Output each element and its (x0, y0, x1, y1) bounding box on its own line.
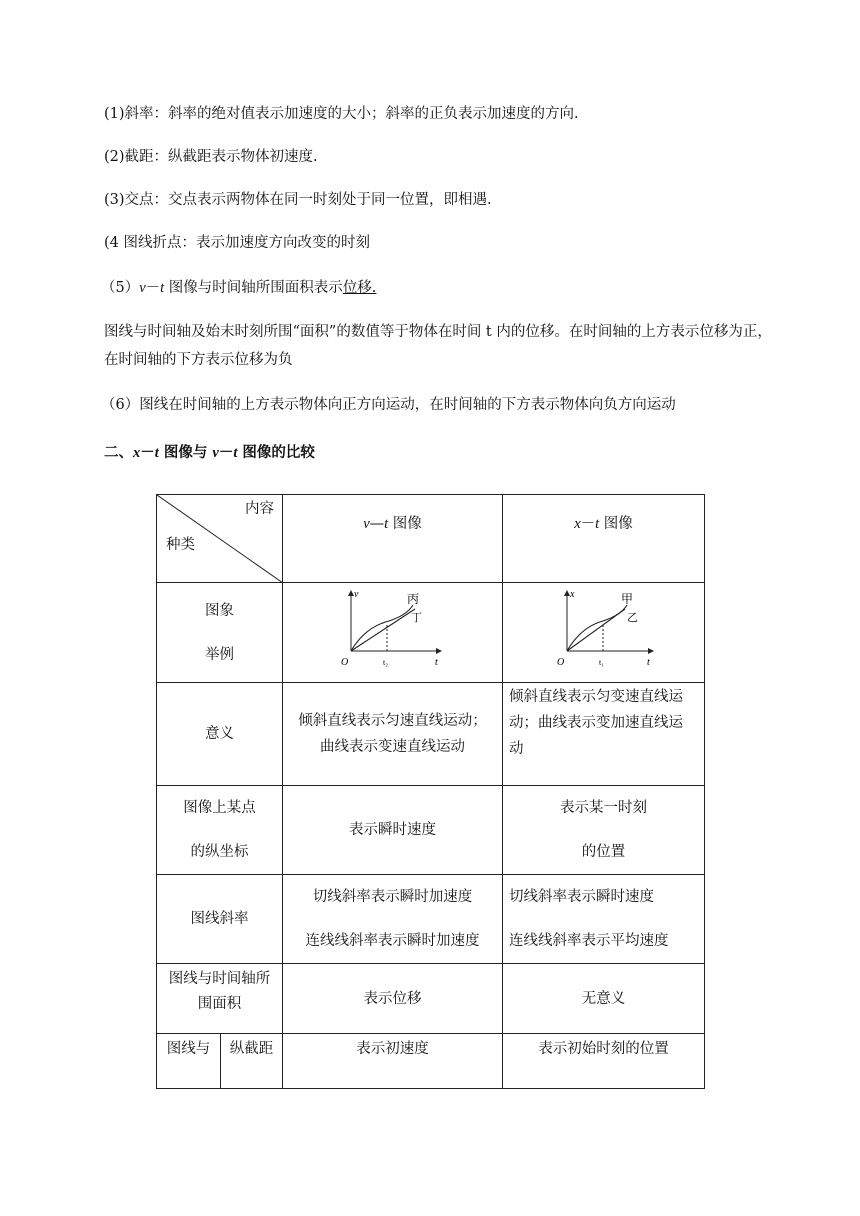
para-direction: （6）图线在时间轴的上方表示物体向正方向运动，在时间轴的下方表示物体向负方向运动 (101, 397, 676, 413)
table-row (157, 786, 705, 875)
para-intersection: (3)交点：交点表示两物体在同一时刻处于同一位置，即相遇. (104, 192, 492, 208)
para-slope: (1)斜率：斜率的绝对值表示加速度的大小；斜率的正负表示加速度的方向. (104, 106, 579, 122)
table-row (157, 964, 705, 1034)
header-diagonal-cell (157, 495, 283, 583)
slope-xt-2: 连线线斜率表示平均速度 (509, 933, 669, 949)
row-meaning-label: 意义 (157, 683, 283, 786)
xt-tick: t₁ (599, 658, 605, 667)
header-category-label: 种类 (166, 537, 195, 553)
row-ordinate-xt (503, 786, 705, 875)
col-xt-dash: － (580, 516, 596, 532)
area-l1: 图线与时间轴所 (168, 971, 271, 987)
vt-graph-cell (283, 583, 503, 683)
meaning-vt-2: 曲线表示变速直线运动 (320, 739, 465, 755)
para-area-dash: － (145, 280, 161, 296)
col-header-vt (283, 495, 503, 583)
ordinate-xt-1: 表示某一时刻 (560, 800, 647, 816)
para-area-prefix: （5） (101, 280, 140, 296)
meaning-xt-2: 动；曲线表示变加速直线运 (509, 715, 683, 731)
heading-x: x (133, 445, 141, 461)
heading-v: v (212, 445, 219, 461)
table-row (157, 875, 705, 964)
table-row (157, 495, 705, 583)
meaning-xt-1: 倾斜直线表示匀变速直线运 (509, 689, 683, 705)
heading-t2: t (233, 445, 238, 461)
row-meaning-vt (283, 683, 503, 786)
row-slope-vt (283, 875, 503, 964)
vt-origin: O (341, 657, 349, 668)
vt-axis-y: v (354, 589, 359, 600)
para-intercept: (2)截距：纵截距表示物体初速度. (104, 149, 318, 165)
col-vt-rest: 图像 (388, 516, 422, 532)
ordinate-l1: 图像上某点 (183, 800, 256, 816)
area-l2: 围面积 (197, 996, 242, 1012)
heading-mid: 图像与 (158, 444, 213, 461)
xt-graph-cell (503, 583, 705, 683)
para-area-var: v (139, 280, 146, 296)
ordinate-xt-2: 的位置 (581, 844, 626, 860)
col-header-xt (503, 495, 705, 583)
xt-origin: O (557, 657, 565, 668)
heading-end: 图像的比较 (237, 444, 315, 461)
section-heading (104, 440, 764, 466)
para-area-t: t (160, 280, 165, 296)
col-xt-x: x (574, 516, 581, 532)
ordinate-l2: 的纵坐标 (190, 844, 249, 860)
col-vt-dash: — (369, 516, 385, 532)
vt-graph (283, 583, 502, 682)
meaning-vt-1: 倾斜直线表示匀速直线运动； (298, 713, 487, 729)
vt-axis-x: t (435, 657, 438, 668)
xt-axis-y: x (570, 589, 575, 600)
xt-graph (503, 583, 704, 682)
para-turning-point: (4 图线折点：表示加速度方向改变的时刻 (104, 235, 370, 251)
heading-t1: t (154, 445, 159, 461)
meaning-xt-3: 动 (509, 741, 524, 757)
xt-label-yi: 乙 (627, 611, 638, 624)
table-row (157, 583, 705, 683)
col-xt-t: t (595, 516, 600, 532)
col-vt-v: v (363, 516, 370, 532)
row-intercept-vt: 表示初速度 (283, 1034, 503, 1089)
row-slope-label: 图线斜率 (157, 875, 283, 964)
col-vt-t: t (384, 516, 389, 532)
heading-dash2: － (218, 444, 234, 461)
para-area (101, 275, 761, 301)
comparison-table (156, 494, 705, 1089)
row-area-label (157, 964, 283, 1034)
row-intercept-xt: 表示初始时刻的位置 (503, 1034, 705, 1089)
vt-label-bing: 丙 (407, 592, 420, 606)
row-ordinate-label (157, 786, 283, 875)
para-area-underlined: 位移. (342, 280, 377, 296)
xt-label-jia: 甲 (621, 592, 634, 606)
row-area-vt: 表示位移 (283, 964, 503, 1034)
vt-label-ding: 丁 (411, 611, 422, 624)
heading-prefix: 二、 (104, 444, 133, 461)
row-example-l2: 举例 (205, 646, 234, 663)
para-area-mid: 图像与时间轴所围面积表示 (164, 280, 343, 296)
row-intercept-label-1: 图线与 (157, 1034, 221, 1089)
row-intercept-label-2: 纵截距 (221, 1034, 283, 1089)
row-area-xt: 无意义 (503, 964, 705, 1034)
row-slope-xt (503, 875, 705, 964)
slope-vt-2: 连线线斜率表示瞬时加速度 (305, 933, 480, 949)
para-area-explain: 图线与时间轴及始末时刻所围“面积”的数值等于物体在时间 t 内的位移。在时间轴的上方表示位移为正，在时间轴的下方表示位移为负 (104, 324, 772, 368)
vt-tick: t₂ (383, 658, 389, 667)
row-example-label (157, 583, 283, 683)
row-meaning-xt (503, 683, 705, 786)
header-content-label: 内容 (245, 501, 274, 517)
slope-xt-1: 切线斜率表示瞬时速度 (509, 889, 654, 905)
col-xt-rest: 图像 (599, 516, 633, 532)
xt-axis-x: t (647, 657, 650, 668)
table-row (157, 1034, 705, 1089)
heading-dash1: － (140, 444, 155, 461)
row-example-l1: 图象 (205, 602, 234, 619)
slope-vt-1: 切线斜率表示瞬时加速度 (312, 889, 473, 905)
row-ordinate-vt: 表示瞬时速度 (283, 786, 503, 875)
table-row (157, 683, 705, 786)
